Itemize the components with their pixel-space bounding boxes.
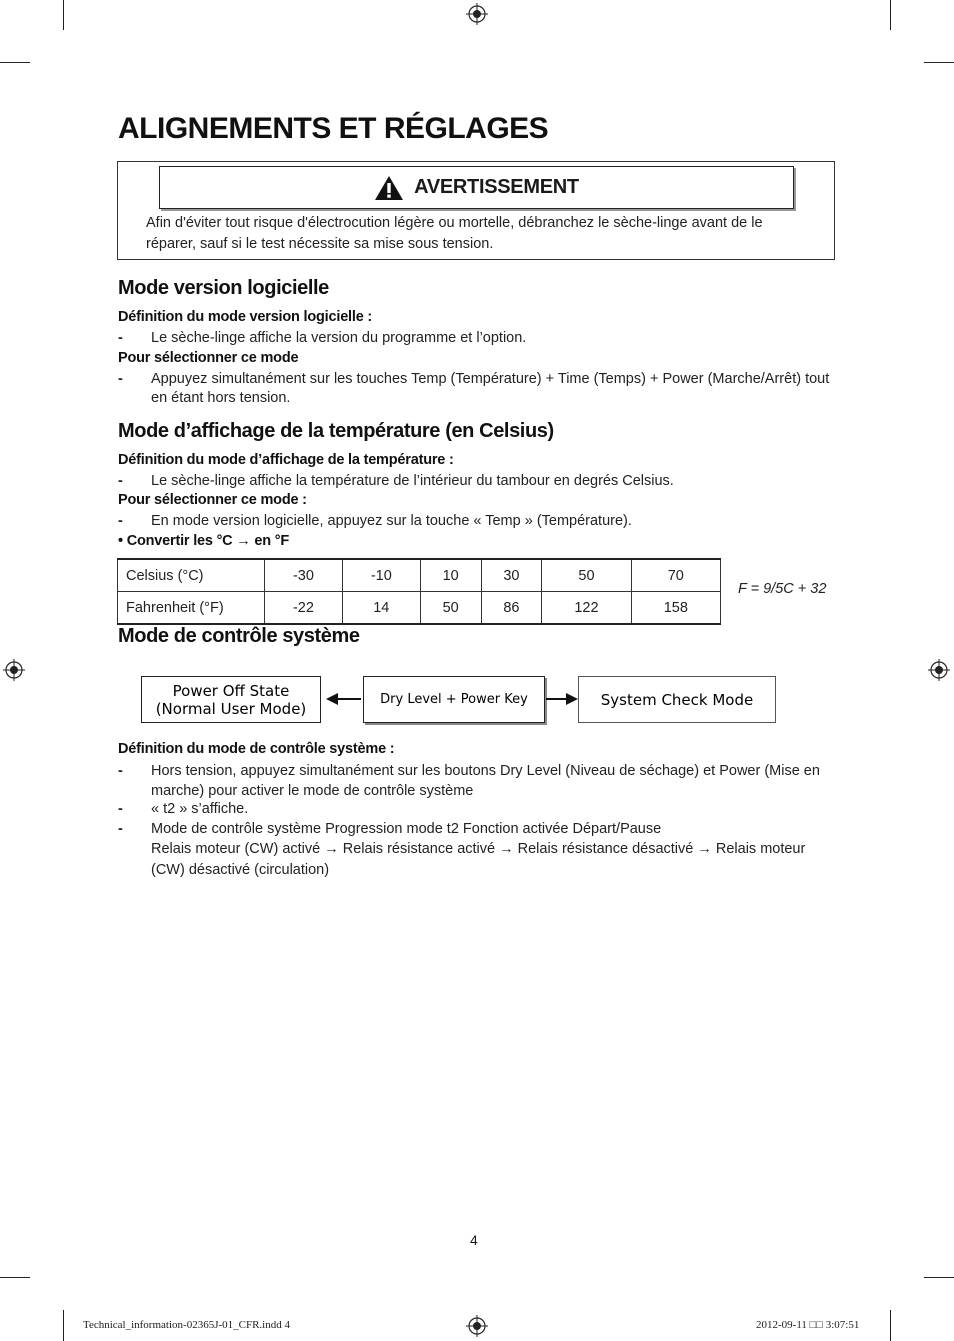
convert-label: • Convertir les °C → en °F	[118, 533, 290, 549]
crop-mark	[63, 1310, 64, 1341]
list-item: - Mode de contrôle système Progression mode t2 Fonction activée Départ/Pause Relais moteur (CW) activé → Relais résistance activé → Relais résistance désactivé → Relais moteur (CW) désactivé (circulation)	[118, 821, 806, 878]
crop-mark	[0, 62, 30, 63]
table-cell: 50	[542, 559, 631, 592]
conversion-formula: F = 9/5C + 32	[738, 581, 827, 597]
temperature-definition-label: Définition du mode d’affichage de la température :	[118, 452, 454, 468]
table-cell: 86	[481, 592, 542, 625]
warning-triangle-icon	[374, 175, 404, 201]
registration-mark-icon	[466, 1315, 488, 1337]
footer-filename: Technical_information-02365J-01_CFR.indd 4	[83, 1319, 290, 1331]
table-cell: 122	[542, 592, 631, 625]
list-item: - En mode version logicielle, appuyez sur la touche « Temp » (Température).	[118, 513, 632, 529]
page-title: ALIGNEMENTS ET RÉGLAGES	[118, 112, 549, 145]
crop-mark	[924, 1277, 954, 1278]
warning-text: Afin d'éviter tout risque d'électrocution légère ou mortelle, débranchez le sèche-linge avant de le réparer, sauf si le test nécessite sa mise sous tension.	[146, 215, 763, 252]
table-cell: Fahrenheit (°F)	[118, 592, 265, 625]
footer-timestamp: 2012-09-11 □□ 3:07:51	[756, 1319, 860, 1331]
table-cell: -10	[342, 559, 420, 592]
warning-heading-label: AVERTISSEMENT	[414, 176, 579, 198]
conversion-table	[117, 558, 721, 625]
list-item: - Hors tension, appuyez simultanément sur les boutons Dry Level (Niveau de séchage) et Power (Mise en marche) pour activer le mode de contrôle système	[118, 763, 820, 799]
table-cell: 158	[631, 592, 720, 625]
page-number: 4	[470, 1232, 478, 1248]
list-item: - Le sèche-linge affiche la température de l’intérieur du tambour en degrés Celsius.	[118, 473, 674, 489]
crop-mark	[63, 0, 64, 30]
crop-mark	[890, 1310, 891, 1341]
table-cell: 30	[481, 559, 542, 592]
flow-box-dry-level-power-key: Dry Level + Power Key	[363, 676, 545, 723]
crop-mark	[890, 0, 891, 30]
registration-mark-icon	[466, 3, 488, 25]
flow-box-power-off	[141, 676, 321, 723]
warning-heading	[159, 166, 794, 209]
flow-box-label: (Normal User Mode)	[155, 699, 307, 718]
section-heading-system-check: Mode de contrôle système	[118, 625, 360, 647]
temperature-select-label: Pour sélectionner ce mode :	[118, 492, 307, 508]
registration-mark-icon	[3, 659, 25, 681]
section-heading-software: Mode version logicielle	[118, 277, 329, 299]
arrow-right-icon	[545, 690, 579, 708]
software-definition-label: Définition du mode version logicielle :	[118, 309, 373, 325]
arrow-left-icon	[326, 690, 362, 708]
flow-box-label: Power Off State	[172, 681, 290, 700]
table-cell: Celsius (°C)	[118, 559, 265, 592]
table-cell: 70	[631, 559, 720, 592]
table-row	[118, 559, 721, 592]
section-heading-temperature: Mode d’affichage de la température (en Celsius)	[118, 420, 554, 442]
list-item: - « t2 » s’affiche.	[118, 801, 249, 817]
table-cell: 10	[420, 559, 481, 592]
flow-box-system-check: System Check Mode	[578, 676, 776, 723]
crop-mark	[0, 1277, 30, 1278]
table-cell: 50	[420, 592, 481, 625]
table-cell: -30	[265, 559, 343, 592]
list-item: - Appuyez simultanément sur les touches Temp (Température) + Time (Temps) + Power (Marche/Arrêt) tout en étant hors tension.	[118, 371, 830, 406]
table-cell: -22	[265, 592, 343, 625]
table-cell: 14	[342, 592, 420, 625]
software-select-label: Pour sélectionner ce mode	[118, 350, 299, 366]
registration-mark-icon	[928, 659, 950, 681]
list-item: - Le sèche-linge affiche la version du programme et l’option.	[118, 330, 527, 346]
table-row	[118, 592, 721, 625]
crop-mark	[924, 62, 954, 63]
system-check-definition-label: Définition du mode de contrôle système :	[118, 741, 395, 757]
